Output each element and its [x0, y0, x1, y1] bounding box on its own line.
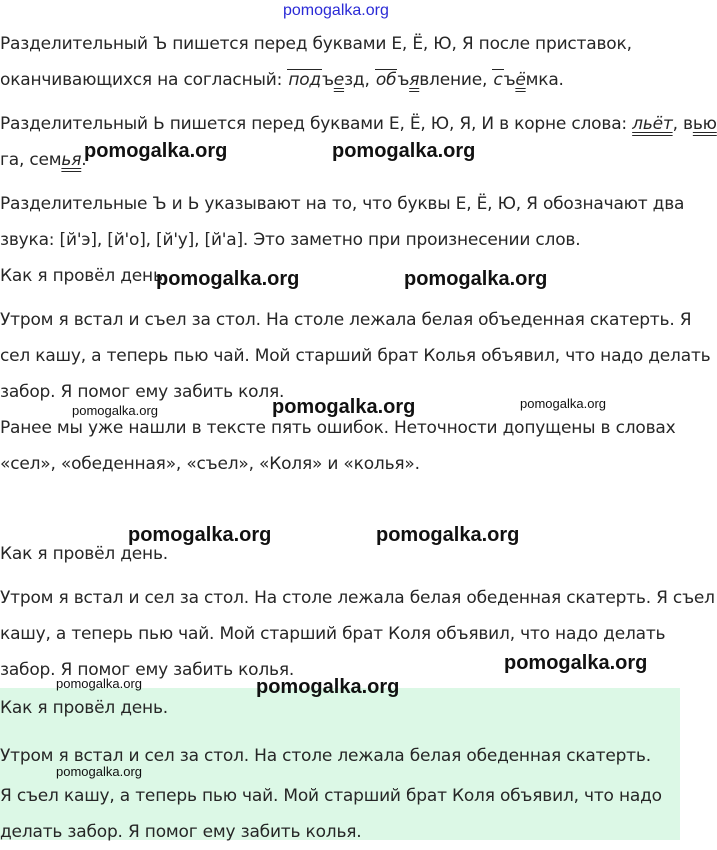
example-word: ья	[61, 150, 82, 170]
text-with-errors	[0, 258, 680, 294]
watermark: pomogalka.org	[332, 140, 476, 162]
prefix-mark: с	[493, 70, 503, 90]
rule-text: оканчивающихся на согласный:	[0, 70, 288, 90]
rule-soft-sign-line1	[0, 106, 717, 142]
text-title: Как я провёл день.	[0, 544, 168, 564]
watermark: pomogalka.org	[256, 676, 400, 698]
watermark: pomogalka.org	[56, 764, 142, 779]
text-line: забор. Я помог ему забить коля.	[0, 382, 285, 402]
rule-signs-sounds	[0, 186, 685, 258]
word-rest: вление,	[419, 70, 493, 90]
example-word: ью	[692, 114, 717, 134]
text-with-errors-body	[0, 302, 711, 410]
watermark[interactable]: pomogalka.org	[283, 2, 389, 19]
text-line: делать забор. Я помог ему забить колья.	[0, 822, 362, 842]
word-rest: зд,	[344, 70, 375, 90]
watermark: pomogalka.org	[84, 140, 228, 162]
rule-text: Разделительный Ь пишется перед буквами Е, Ё, Ю, Я, И в корне слова:	[0, 114, 633, 134]
separator: , в	[672, 114, 693, 134]
example-word: льёт	[632, 114, 673, 134]
prefix-mark: под	[288, 70, 321, 90]
watermark: pomogalka.org	[272, 396, 416, 418]
watermark: pomogalka.org	[156, 268, 300, 290]
vowel-mark: я	[409, 70, 420, 90]
text-line: Утром я встал и сел за стол. На столе лежала белая обеденная скатерть. Я съел	[0, 588, 715, 608]
answer-text-body	[0, 738, 680, 850]
sign-letter: ъ	[321, 70, 334, 90]
text-line: Я съел кашу, а теперь пью чай. Мой старший брат Коля объявил, что надо	[0, 786, 662, 806]
watermark: pomogalka.org	[128, 524, 272, 546]
watermark: pomogalka.org	[404, 268, 548, 290]
corrected-text	[0, 536, 680, 572]
text-title: Как я провёл день.	[0, 698, 168, 718]
watermark: pomogalka.org	[72, 403, 158, 418]
text-line: Утром я встал и съел за стол. На столе лежала белая объеденная скатерть. Я	[0, 310, 692, 330]
prefix-mark: об	[375, 70, 397, 90]
note-line: «сел», «обеденная», «съел», «Коля» и «колья».	[0, 454, 420, 474]
vowel-mark: е	[333, 70, 345, 90]
punctuation: .	[81, 150, 87, 170]
watermark: pomogalka.org	[504, 652, 648, 674]
rule-hard-sign-line1: Разделительный Ъ пишется перед буквами Е, Ё, Ю, Я после приставок,	[0, 34, 632, 54]
rule-text: га, сем	[0, 150, 62, 170]
text-line: забор. Я помог ему забить колья.	[0, 660, 295, 680]
vowel-mark: ё	[515, 70, 526, 90]
sign-letter: ъ	[397, 70, 410, 90]
rule-signs-line2: звука: [й'э], [й'о], [й'у], [й'а]. Это заметно при произнесении слов.	[0, 230, 581, 250]
text-title: Как я провёл день.	[0, 266, 168, 286]
word-rest: мка.	[525, 70, 564, 90]
watermark: pomogalka.org	[56, 676, 142, 691]
text-line: сел кашу, а теперь пью чай. Мой старший брат Колья объявил, что надо делать	[0, 346, 711, 366]
text-line: кашу, а теперь пью чай. Мой старший брат Коля объявил, что надо делать	[0, 624, 666, 644]
errors-note	[0, 410, 680, 482]
note-line: Ранее мы уже нашли в тексте пять ошибок. Неточности допущены в словах	[0, 418, 676, 438]
rule-hard-sign	[0, 26, 680, 98]
watermark: pomogalka.org	[520, 396, 606, 411]
rule-hard-sign-line2	[0, 62, 680, 98]
rule-signs-line1: Разделительные Ъ и Ь указывают на то, что буквы Е, Ё, Ю, Я обозначают два	[0, 194, 685, 214]
text-line: Утром я встал и сел за стол. На столе лежала белая обеденная скатерть.	[0, 746, 651, 766]
sign-letter: ъ	[503, 70, 516, 90]
watermark: pomogalka.org	[376, 524, 520, 546]
